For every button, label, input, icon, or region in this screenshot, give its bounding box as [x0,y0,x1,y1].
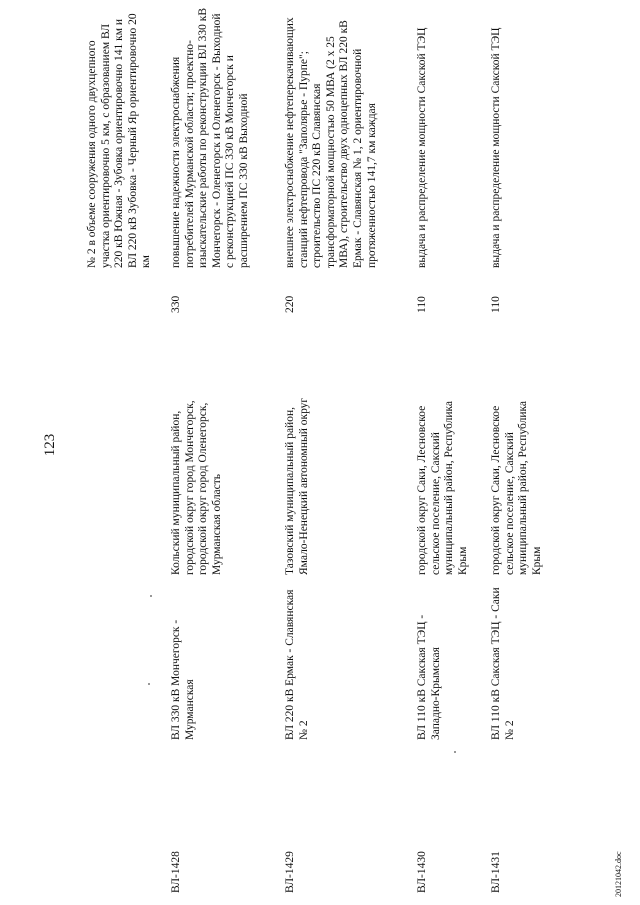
scan-speck [150,595,152,597]
row-purpose: повышение надежности электроснабжения потребителей Мурманской области; проектно-изыскательские работы по реконструкции ВЛ 330 кВ Мончегорск - Оленегорск и Оленегорск - Выходной с реконструкцией ПС 330 кВ Мончегорск и расширением ПС 330 кВ Выходной [170,8,250,268]
row-line-name: ВЛ 110 кВ Сакская ТЭЦ - Саки № 2 [490,587,516,740]
row-voltage: 110 [416,296,428,313]
row-code: ВЛ-1431 [490,851,502,893]
row-territory: городской округ Саки, Лесновское сельское поселение, Сакский муниципальный район, Республика Крым [416,400,469,575]
row-voltage: 220 [284,295,296,313]
row-purpose: выдача и распределение мощности Сакской ТЭЦ [490,27,502,268]
row-code: ВЛ-1429 [284,851,296,893]
page-number: 123 [42,433,58,457]
row-territory: Кольский муниципальный район, городской округ город Мончегорск, городской округ город Оленегорск, Мурманская область [170,400,223,575]
row-line-name: ВЛ 330 кВ Мончегорск - Мурманская [170,619,196,740]
scan-speck [148,683,150,685]
row-code: ВЛ-1430 [416,851,428,893]
row-territory: Тазовский муниципальный район, Ямало-Ненецкий автономный округ [284,397,310,575]
row-voltage: 110 [490,296,502,313]
row-code: ВЛ-1428 [170,851,182,893]
row-voltage: 330 [170,295,182,313]
document-code: 20121042.doc [614,851,623,897]
row-line-name: ВЛ 220 кВ Ермак - Славянская № 2 [284,589,310,740]
continuation-text: № 2 в объеме сооружения одного двухцепного участка ориентировочно 5 км, с образованием ВЛ 220 кВ Южная - Зубовка ориентировочно 141 км и ВЛ 220 кВ Зубовка - Черный Яр ориентировочно 20 км [86,13,153,268]
row-purpose: внешнее электроснабжение нефтеперекачивающих станций нефтепровода "Заполярье - Пурпе"; строительство ПС 220 кВ Славянская трансформаторной мощностью 50 МВА (2 x 25 МВА), строительство двух одноцепных ВЛ 220 кВ Ермак - Славянская № 1, 2 ориентировочной протяженностью 141,7 км каждая [284,17,378,268]
row-territory: городской округ Саки, Лесновское сельское поселение, Сакский муниципальный район, Республика Крым [490,400,543,575]
scan-speck [454,751,456,753]
row-purpose: выдача и распределение мощности Сакской ТЭЦ [416,27,428,268]
row-line-name: ВЛ 110 кВ Сакская ТЭЦ - Западно-Крымская [416,614,442,740]
